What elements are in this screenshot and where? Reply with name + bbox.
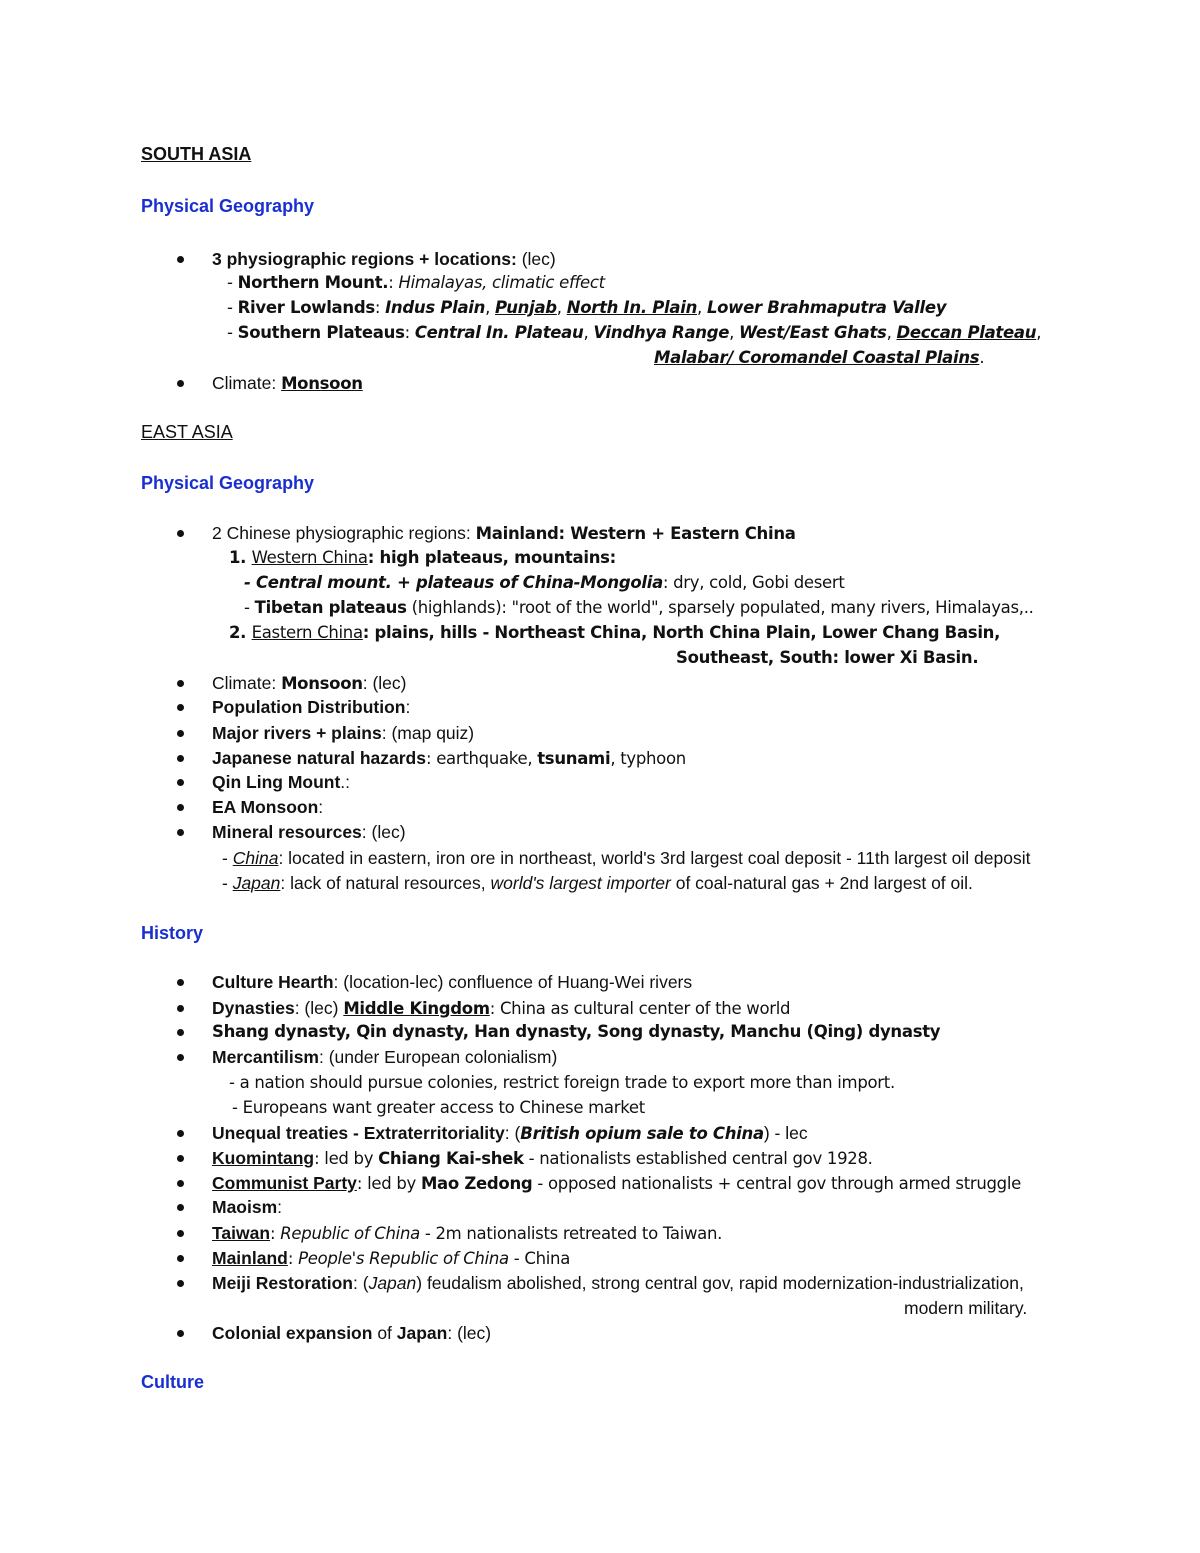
bullet-item: 3 physiographic regions + locations: (lec)	[212, 249, 556, 269]
bullet-item: Unequal treaties - Extraterritoriality: (British opium sale to China) - lec	[212, 1121, 808, 1146]
subheading-history: History	[141, 923, 204, 943]
bullet-item: Climate: Monsoon	[212, 371, 363, 396]
sub-item: - Japan: lack of natural resources, world's largest importer of coal-natural gas + 2nd largest of oil.	[222, 873, 973, 893]
bullet-item: Shang dynasty, Qin dynasty, Han dynasty, Song dynasty, Manchu (Qing) dynasty	[212, 1020, 940, 1044]
bullet-item: Culture Hearth: (location-lec) confluence of Huang-Wei rivers	[212, 972, 693, 992]
section-title-east-asia: EAST ASIA	[141, 422, 233, 442]
bullet-item: Major rivers + plains: (map quiz)	[212, 723, 475, 743]
section-title-south-asia: SOUTH ASIA	[141, 144, 252, 164]
bullet-item: Qin Ling Mount.:	[212, 772, 351, 792]
subheading-culture: Culture	[141, 1372, 204, 1392]
sub-item: - Southern Plateaus: Central In. Plateau, Vindhya Range, West/East Ghats, Deccan Plateau,	[227, 323, 1042, 342]
sub-item: - Tibetan plateaus (highlands): "root of the world", sparsely populated, many rivers, Himalayas,..	[244, 598, 1034, 617]
sub-item: - a nation should pursue colonies, restrict foreign trade to export more than import.	[229, 1073, 895, 1092]
bullet-item: Maoism:	[212, 1197, 283, 1217]
bullet-item: Mineral resources: (lec)	[212, 822, 406, 842]
bullet-item: Mainland: People's Republic of China - China	[212, 1246, 570, 1271]
sub-item: - River Lowlands: Indus Plain, Punjab, North In. Plain, Lower Brahmaputra Valley	[227, 298, 947, 317]
sub-item: - Northern Mount.: Himalayas, climatic effect	[227, 273, 605, 292]
numbered-item: 2. Eastern China: plains, hills - Northeast China, North China Plain, Lower Chang Basin,	[229, 623, 1001, 642]
numbered-item: 1. Western China: high plateaus, mountains:	[229, 548, 616, 567]
sub-item-continuation: Malabar/ Coromandel Coastal Plains.	[654, 348, 985, 367]
subheading-physical-geography: Physical Geography	[141, 196, 315, 216]
numbered-item-continuation: Southeast, South: lower Xi Basin.	[676, 648, 979, 667]
sub-item: - China: located in eastern, iron ore in northeast, world's 3rd largest coal deposit - 11th largest oil deposit	[222, 848, 1031, 868]
bullet-item-continuation: modern military.	[904, 1298, 1028, 1318]
sub-item: - Europeans want greater access to Chinese market	[232, 1098, 645, 1117]
bullet-item: Taiwan: Republic of China - 2m nationalists retreated to Taiwan.	[212, 1221, 722, 1246]
bullet-item: Dynasties: (lec) Middle Kingdom: China as cultural center of the world	[212, 996, 790, 1021]
bullet-item: 2 Chinese physiographic regions: Mainland: Western + Eastern China	[212, 521, 796, 546]
bullet-item: Japanese natural hazards: earthquake, tsunami, typhoon	[212, 746, 686, 771]
bullet-item: Communist Party: led by Mao Zedong - opposed nationalists + central gov through armed struggle	[212, 1171, 1021, 1196]
bullet-item: Colonial expansion of Japan: (lec)	[212, 1323, 492, 1343]
subheading-physical-geography: Physical Geography	[141, 473, 315, 493]
bullet-item: Population Distribution:	[212, 697, 411, 717]
bullet-item: Meiji Restoration: (Japan) feudalism abolished, strong central gov, rapid modernization-industrialization,	[212, 1273, 1024, 1293]
sub-item: - Central mount. + plateaus of China-Mongolia: dry, cold, Gobi desert	[244, 573, 845, 592]
bullet-item: Mercantilism: (under European colonialism)	[212, 1047, 558, 1067]
bullet-item: EA Monsoon:	[212, 797, 324, 817]
bullet-item: Kuomintang: led by Chiang Kai-shek - nationalists established central gov 1928.	[212, 1146, 873, 1171]
bullet-item: Climate: Monsoon: (lec)	[212, 671, 406, 696]
